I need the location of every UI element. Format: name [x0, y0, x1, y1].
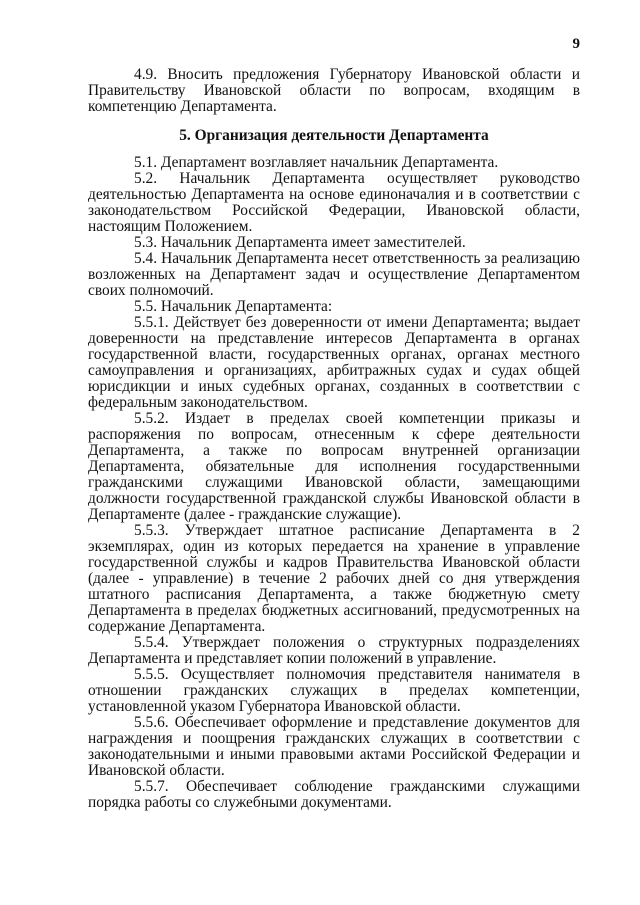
paragraph-5-3: 5.3. Начальник Департамента имеет заместителей.	[134, 234, 466, 251]
paragraph-5-5-2: 5.5.2. Издает в пределах своей компетенции приказы и распоряжения по вопросам, отнесенным к сфере деятельности Департамента, а также по вопросам внутренней организации Департамента, обязательные для исполнения государственными гражданскими служащими Ивановской области, замещающими должности государственной гражданской службы Ивановской области в Департаменте (далее - гражданские служащие).	[88, 410, 580, 523]
document-body	[88, 67, 580, 811]
paragraph-5-5: 5.5. Начальник Департамента:	[134, 298, 333, 315]
paragraph-5-5-7: 5.5.7. Обеспечивает соблюдение гражданскими служащими порядка работы со служебными документами.	[88, 778, 580, 811]
paragraph-5-1: 5.1. Департамент возглавляет начальник Департамента.	[134, 154, 499, 171]
section-heading: 5. Организация деятельности Департамента	[179, 127, 489, 144]
paragraph-5-5-4: 5.5.4. Утверждает положения о структурных подразделениях Департамента и представляет копии положений в управление.	[88, 634, 580, 667]
paragraph-5-5-6: 5.5.6. Обеспечивает оформление и представление документов для награждения и поощрения гражданских служащих в соответствии с законодательными и иными правовыми актами Российской Федерации и Ивановской области.	[88, 714, 580, 779]
paragraph-5-5-1: 5.5.1. Действует без доверенности от имени Департамента; выдает доверенности на представление интересов Департамента в органах государственной власти, государственных органах, органах местного самоуправления и организациях, арбитражных судах и судах общей юрисдикции и иных судебных органах, созданных в соответствии с федеральным законодательством.	[88, 314, 580, 411]
page-number: 9	[572, 36, 580, 52]
paragraph-5-2: 5.2. Начальник Департамента осуществляет руководство деятельностью Департамента на основе единоначалия и в соответствии с законодательством Российской Федерации, Ивановской области, настоящим Положением.	[88, 170, 580, 235]
paragraph-4-9: 4.9. Вносить предложения Губернатору Ивановской области и Правительству Ивановской области по вопросам, входящим в компетенцию Департамента.	[88, 66, 580, 115]
paragraph-5-5-3: 5.5.3. Утверждает штатное расписание Департамента в 2 экземплярах, один из которых передается на хранение в управление государственной службы и кадров Правительства Ивановской области (далее - управление) в течение 2 рабочих дней со дня утверждения штатного расписания Департамента, а также бюджетную смету Департамента в пределах бюджетных ассигнований, предусмотренных на содержание Департамента.	[88, 522, 580, 635]
paragraph-5-4: 5.4. Начальник Департамента несет ответственность за реализацию возложенных на Департамент задач и осуществление Департаментом своих полномочий.	[88, 250, 580, 299]
paragraph-5-5-5: 5.5.5. Осуществляет полномочия представителя нанимателя в отношении гражданских служащих в пределах компетенции, установленной указом Губернатора Ивановской области.	[88, 666, 580, 715]
